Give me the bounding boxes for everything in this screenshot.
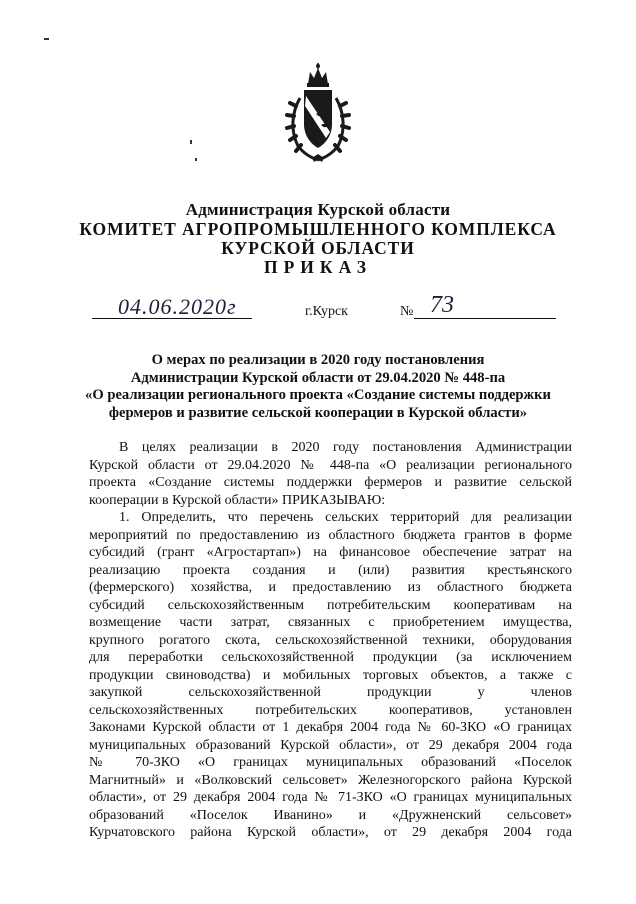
scan-speck bbox=[44, 38, 49, 40]
body-line: № 70-ЗКО «О границах муниципальных образований «Поселок bbox=[89, 755, 572, 770]
title-line: «О реализации регионального проекта «Создание системы поддержки bbox=[85, 387, 551, 403]
order-body bbox=[89, 439, 572, 842]
committee-name: КОМИТЕТ АГРОПРОМЫШЛЕННОГО КОМПЛЕКСА bbox=[79, 219, 557, 239]
administration-name: Администрация Курской области bbox=[185, 200, 451, 219]
body-line: продукции свиноводства) и мобильных торговых объектов, а также с bbox=[89, 667, 572, 683]
body-line: закупкой сельскохозяйственной продукции у членов bbox=[89, 685, 572, 700]
order-number: 73 bbox=[430, 292, 454, 318]
number-sign: № bbox=[400, 304, 414, 319]
body-line: 1. Определить, что перечень сельских территорий для реализации bbox=[119, 510, 572, 525]
body-line: субсидий (грант «Агростартап») на финансовое обеспечение затрат на bbox=[89, 545, 572, 560]
body-line: (фермерского) хозяйства, и предоставлению из областного бюджета bbox=[89, 580, 572, 595]
scan-speck bbox=[195, 158, 197, 161]
body-line: Законами Курской области от 1 декабря 2004 года № 60-ЗКО «О границах bbox=[89, 720, 572, 735]
city-label: г.Курск bbox=[305, 304, 348, 319]
document-type: ПРИКАЗ bbox=[263, 257, 373, 277]
body-line: муниципальных образований Курской области», от 29 декабря 2004 года bbox=[89, 737, 572, 753]
title-line: Администрации Курской области от 29.04.2020 № 448-па bbox=[130, 369, 506, 386]
body-line: Магнитный» и «Волковский сельсовет» Железногорского района Курской bbox=[89, 772, 572, 788]
order-date: 04.06.2020г bbox=[118, 294, 237, 319]
title-line: О мерах по реализации в 2020 году постановления bbox=[151, 352, 485, 368]
body-line: Курской области от 29.04.2020 № 448-па «О реализации регионального bbox=[89, 457, 572, 473]
body-line: области», от 29 декабря 2004 года № 71-ЗКО «О границах муниципальных bbox=[89, 790, 572, 805]
body-line: кооперации в Курской области» ПРИКАЗЫВАЮ: bbox=[89, 492, 386, 508]
body-line: возмещение части затрат, связанных с приобретением имущества, bbox=[89, 615, 572, 630]
body-line: сельскохозяйственных потребительских кооперативов, установлен bbox=[89, 702, 572, 718]
body-line: В целях реализации в 2020 году постановления Администрации bbox=[119, 440, 572, 455]
scan-speck bbox=[190, 140, 192, 144]
body-line: Курчатовского района Курской области», от 29 декабря 2004 года bbox=[89, 825, 572, 840]
title-line: фермеров и развитие сельской кооперации в Курской области» bbox=[108, 404, 528, 421]
body-line: проекта «Создание системы поддержки фермеров и развитие сельской bbox=[89, 475, 572, 490]
committee-region: КУРСКОЙ ОБЛАСТИ bbox=[221, 238, 415, 258]
body-line: реализацию проекта создания и (или) развития крестьянского bbox=[89, 562, 572, 578]
body-line: субсидий сельскохозяйственным потребительским кооперативам на bbox=[89, 597, 572, 613]
body-line: для переработки сельскохозяйственной продукции (за исключением bbox=[89, 650, 572, 665]
coat-of-arms-emblem bbox=[282, 62, 354, 166]
body-line: мероприятий по предоставлению из областного бюджета грантов в форме bbox=[89, 527, 572, 543]
order-title bbox=[70, 352, 566, 422]
body-line: образований «Поселок Иванино» и «Дружненский сельсовет» bbox=[89, 807, 572, 823]
body-line: крупного рогатого скота, сельскохозяйственной техники, оборудования bbox=[89, 632, 572, 648]
